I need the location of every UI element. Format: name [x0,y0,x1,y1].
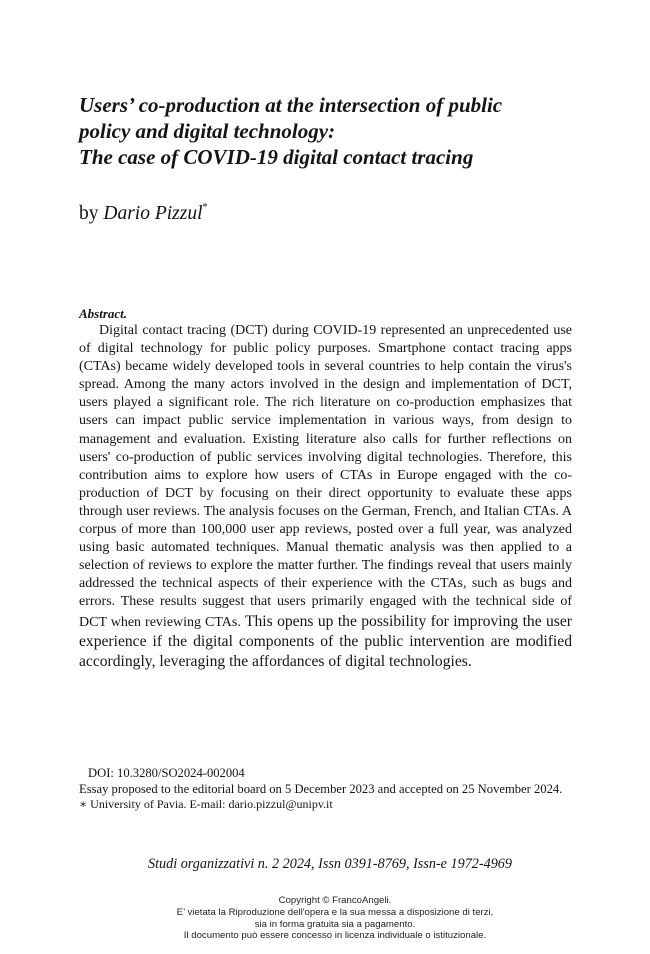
byline [79,202,208,225]
submission-note: Essay proposed to the editorial board on 5 December 2023 and accepted on 25 November 2024. [79,781,563,796]
article-title [79,92,599,170]
title-line-3: The case of COVID-19 digital contact tracing [79,145,474,169]
copyright-line-4: Il documento può essere concesso in licenza individuale o istituzionale. [183,930,487,942]
abstract-text [79,322,572,672]
author-affiliation: ∗ University of Pavia. E-mail: dario.pizzul@unipv.it [79,797,333,811]
abstract-label: Abstract. [79,306,128,321]
abstract-body: Digital contact tracing (DCT) during COVID-19 represented an unprecedented use of digital technology for public policy purposes. Smartphone contact tracing apps (CTAs) became widely developed tools in several countries to help contain the virus's spread. Among the many actors involved in the design and implementation of DCT, users played a significant role. The rich literature on co-production emphasizes that users can impact public service implementation in various ways, from design to management and evaluation. Existing literature also calls for further reflections on users' co-production of public services involving digital technologies. Therefore, this contribution aims to explore how users of CTAs in Europe engaged with the co-production of DCT by focusing on their direct opportunity to evaluate these apps through user reviews. The analysis focuses on the German, French, and Italian CTAs. A corpus of more than 100,000 user app reviews, posted over a full year, was analyzed using basic automated techniques. Manual thematic analysis was then applied to a selection of reviews to explore the matter further. The findings reveal that users mainly addressed the technical aspects of their experience with the CTAs, such as bugs and errors. These results suggest that users primarily engaged with the technical side of DCT when reviewing CTAs. [79,323,572,630]
copyright-notice [0,895,650,942]
article-metadata [79,766,572,813]
author-footnote-marker: * [202,202,208,213]
byline-prefix: by [79,203,99,224]
copyright-line-3: sia in forma gratuita sia a pagamento. [254,918,416,930]
abstract-tail: This opens up the possibility for improving the user experience if the digital components of the public intervention are modified accordingly, leveraging the affordances of digital technologies. [79,612,572,670]
journal-citation: Studi organizzativi n. 2 2024, Issn 0391-8769, Issn-e 1972-4969 [147,856,512,872]
author-name: Dario Pizzul [103,203,203,224]
copyright-line-1: Copyright © FrancoAngeli. [278,895,392,906]
copyright-line-2: E’ vietata la Riproduzione dell'opera e la sua messa a disposizione di terzi, [176,906,494,918]
title-line-1: Users’ co-production at the intersection of public [79,93,503,117]
doi: DOI: 10.3280/SO2024-002004 [88,766,245,780]
title-line-2: policy and digital technology: [79,119,336,143]
